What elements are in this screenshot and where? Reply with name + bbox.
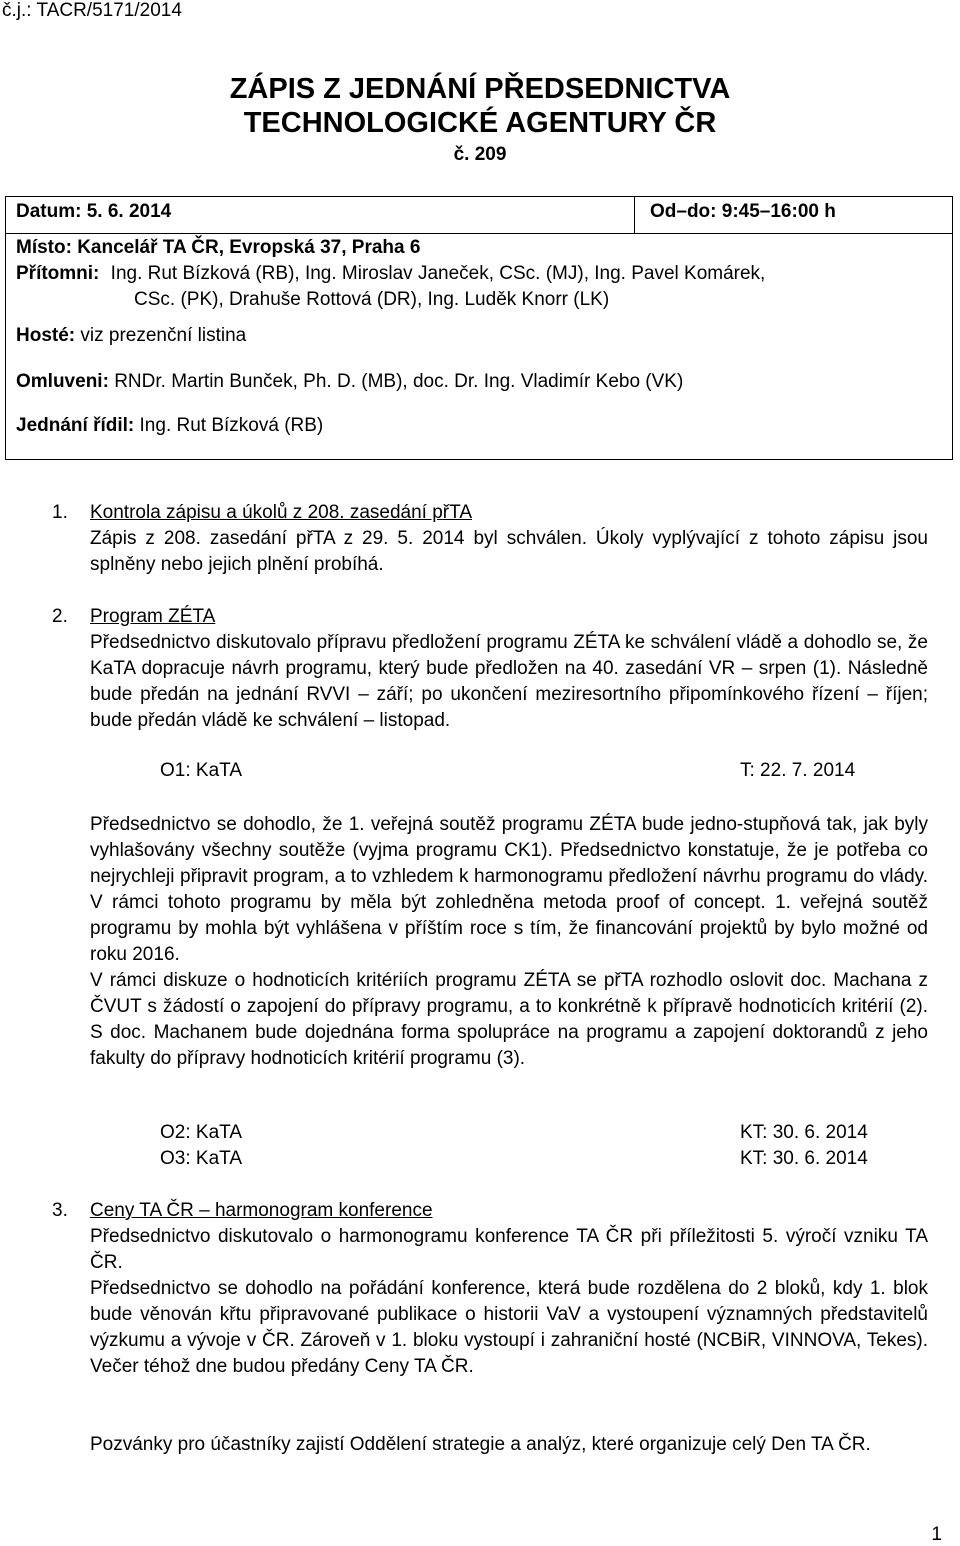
section-2-part-2 [90, 812, 928, 1072]
section-3 [90, 1198, 928, 1380]
section-3-part-2 [90, 1432, 928, 1458]
task-o3-label: O3: KaTA [160, 1148, 243, 1169]
task-o2-due: KT: 30. 6. 2014 [740, 1122, 868, 1143]
section-1 [90, 500, 928, 578]
task-o1-label: O1: KaTA [160, 760, 243, 781]
section-1-number: 1. [52, 502, 68, 523]
meeting-info-box [5, 196, 953, 460]
excused-row [16, 371, 683, 393]
guests-value: viz prezenční listina [80, 325, 247, 346]
info-divider-horizontal [6, 233, 952, 234]
section-1-heading: Kontrola zápisu a úkolů z 208. zasedání přTA [90, 502, 472, 523]
meeting-place: Místo: Kancelář TA ČR, Evropská 37, Praha 6 [16, 237, 421, 258]
excused-label: Omluveni: [16, 371, 109, 392]
page-number: 1 [931, 1524, 942, 1545]
section-1-text: Zápis z 208. zasedání přTA z 29. 5. 2014 byl schválen. Úkoly vyplývající z tohoto zápisu jsou splněny nebo jejich plnění probíhá. [90, 528, 928, 575]
meeting-time: Od–do: 9:45–16:00 h [650, 201, 836, 222]
meeting-number: č. 209 [453, 144, 507, 165]
present-label: Přítomni: [16, 263, 100, 284]
present-line-2: CSc. (PK), Drahuše Rottová (DR), Ing. Luděk Knorr (LK) [134, 289, 610, 310]
task-o1-due: T: 22. 7. 2014 [740, 760, 856, 781]
chair-label: Jednání řídil: [16, 415, 135, 436]
chair-value: Ing. Rut Bízková (RB) [139, 415, 324, 436]
reference-number: č.j.: TACR/5171/2014 [2, 0, 182, 21]
title-line-2: TECHNOLOGICKÉ AGENTURY ČR [243, 107, 717, 139]
present-line-1: Ing. Rut Bízková (RB), Ing. Miroslav Janeček, CSc. (MJ), Ing. Pavel Komárek, [110, 263, 766, 284]
section-2-text-3: V rámci diskuze o hodnoticích kritériích programu ZÉTA se přTA rozhodlo oslovit doc. Machana z ČVUT s žádostí o zapojení do přípravy programu, a to konkrétně k přípravě hodnoticích kritérií (2). S doc. Machanem bude dojednána forma spolupráce na programu a zapojení doktorandů z jeho fakulty do přípravy hodnoticích kritérií programu (3). [90, 970, 928, 1069]
section-3-number: 3. [52, 1200, 68, 1221]
section-2-text-2: Předsednictvo se dohodlo, že 1. veřejná soutěž programu ZÉTA bude jedno-stupňová tak, jak byly vyhlašovány všechny soutěže (vyjma programu CK1). Předsednictvo konstatuje, že je potřeba co nejrychleji připravit program, a to vzhledem k harmonogramu předložení návrhu programu do vlády. V rámci tohoto programu by měla být zohledněna metoda proof of concept. 1. veřejná soutěž programu by mohla být vyhlášena v příštím roce s tím, že financování projektů by bylo možné od roku 2016. [90, 814, 928, 965]
guests-row [16, 325, 246, 347]
section-3-text-1: Předsednictvo diskutovalo o harmonogramu konference TA ČR při příležitosti 5. výročí vzniku TA ČR. [90, 1226, 928, 1273]
section-2-number: 2. [52, 606, 68, 627]
section-3-heading: Ceny TA ČR – harmonogram konference [90, 1200, 433, 1221]
present-row [16, 263, 765, 285]
section-3-text-3: Pozvánky pro účastníky zajistí Oddělení strategie a analýz, které organizuje celý Den TA ČR. [90, 1434, 871, 1455]
info-divider-vertical [634, 197, 635, 233]
document-title [0, 72, 960, 168]
task-o2-label: O2: KaTA [160, 1122, 243, 1143]
chair-row [16, 415, 323, 437]
task-o3-due: KT: 30. 6. 2014 [740, 1148, 868, 1169]
section-2 [90, 604, 928, 734]
section-3-text-2: Předsednictvo se dohodlo na pořádání konference, která bude rozdělena do 2 bloků, kdy 1. blok bude věnován křtu připravované publikace o historii VaV a vystoupení významných představitelů výzkumu a vývoje v ČR. Zároveň v 1. bloku vystoupí i zahraniční hosté (NCBiR, VINNOVA, Tekes). Večer téhož dne budou předány Ceny TA ČR. [90, 1278, 928, 1377]
excused-value: RNDr. Martin Bunček, Ph. D. (MB), doc. Dr. Ing. Vladimír Kebo (VK) [114, 371, 684, 392]
section-2-heading: Program ZÉTA [90, 606, 216, 627]
guests-label: Hosté: [16, 325, 76, 346]
section-2-text-1: Předsednictvo diskutovalo přípravu předložení programu ZÉTA ke schválení vládě a dohodlo se, že KaTA dopracuje návrh programu, který bude předložen na 40. zasedání VR – srpen (1). Následně bude předán na jednání RVVI – září; po ukončení meziresortního připomínkového řízení – říjen; bude předán vládě ke schválení – listopad. [90, 632, 928, 731]
meeting-date: Datum: 5. 6. 2014 [16, 201, 172, 222]
title-line-1: ZÁPIS Z JEDNÁNÍ PŘEDSEDNICTVA [229, 73, 731, 105]
